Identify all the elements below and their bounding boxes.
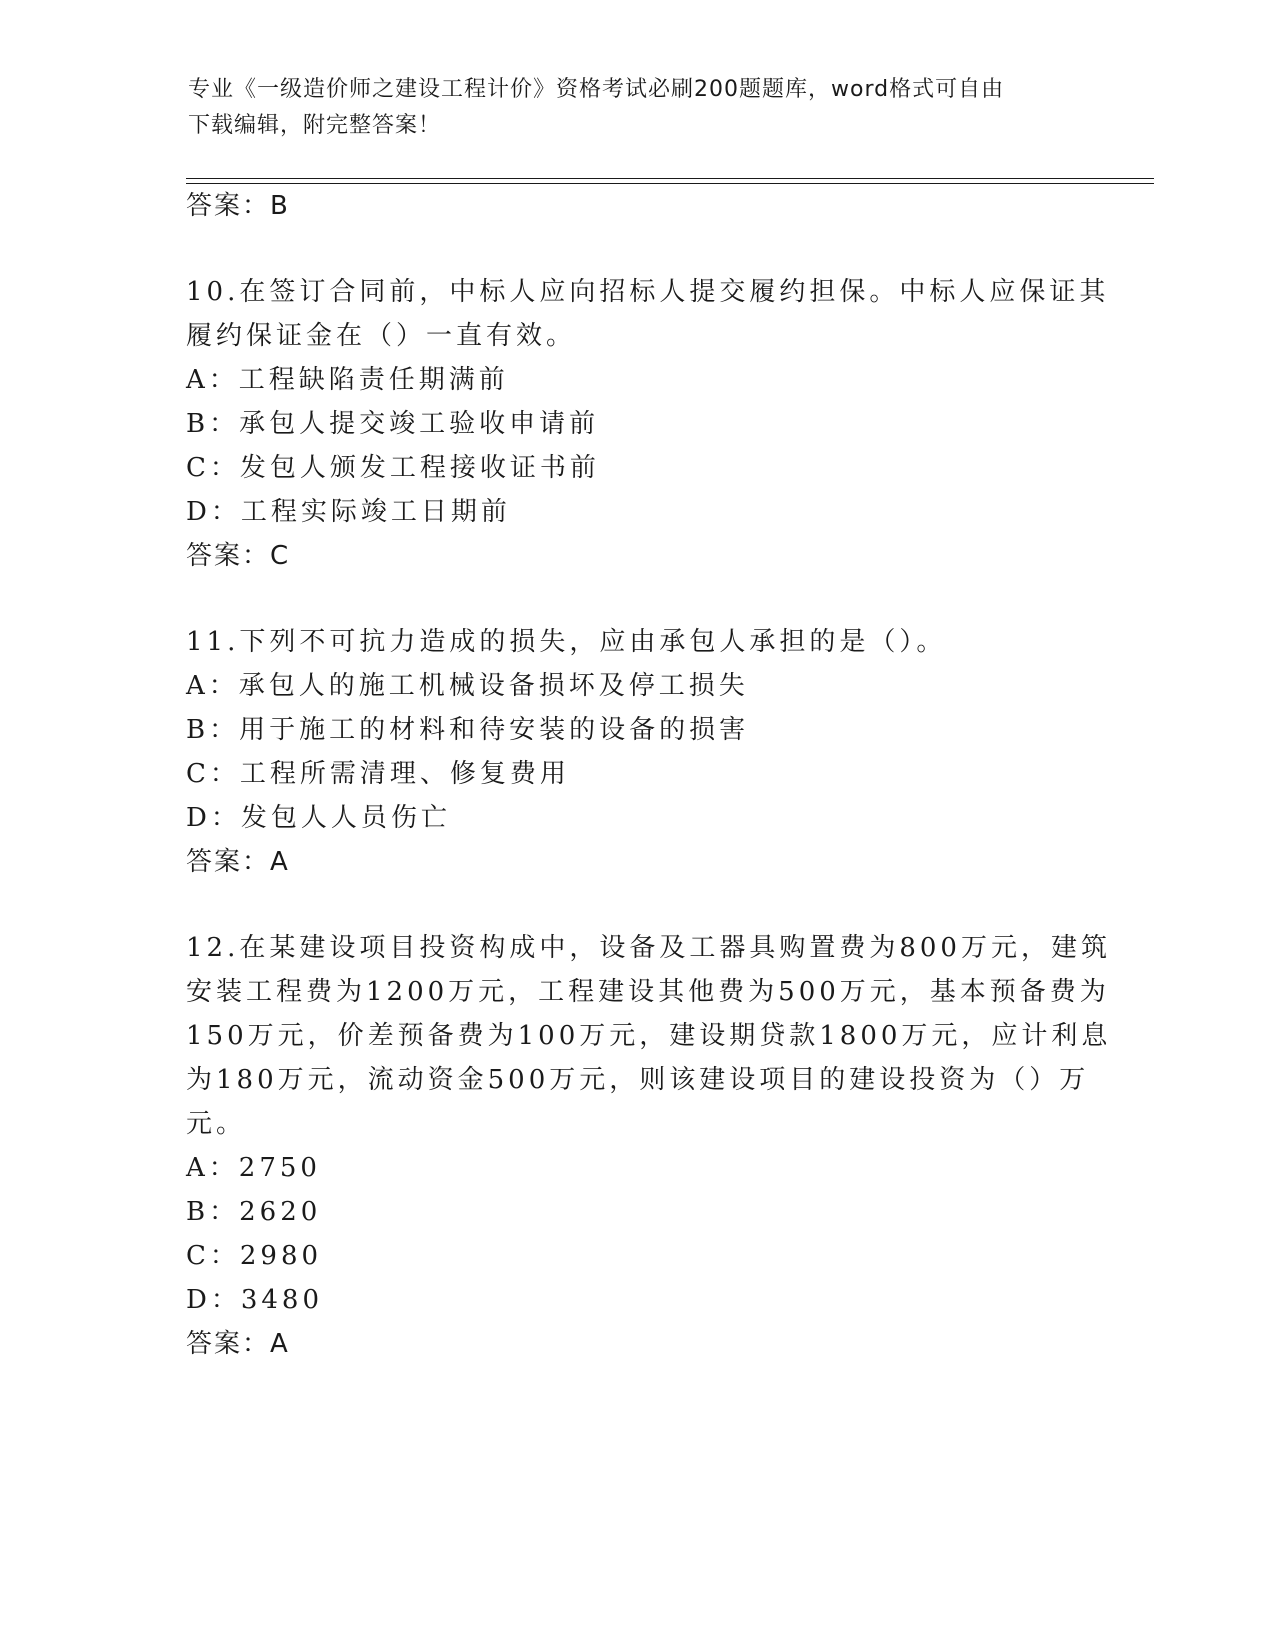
header-line-2: 下载编辑，附完整答案！ <box>188 113 442 138</box>
header-divider-top <box>186 178 1154 179</box>
answer-q9: 答案：B <box>186 191 290 221</box>
question-11-stem-line-1: 11.下列不可抗力造成的损失，应由承包人承担的是（）。 <box>186 627 947 657</box>
question-11-option-c: C：工程所需清理、修复费用 <box>186 759 570 789</box>
question-12-option-d: D：3480 <box>186 1285 324 1315</box>
question-10-stem-line-1: 10.在签订合同前，中标人应向招标人提交履约担保。中标人应保证其 <box>186 277 1110 307</box>
question-12-stem-line-5: 元。 <box>186 1109 247 1139</box>
question-12-option-c: C：2980 <box>186 1241 323 1271</box>
question-12-stem-line-2: 安装工程费为1200万元，工程建设其他费为500万元，基本预备费为 <box>186 977 1110 1007</box>
question-12-stem-line-4: 为180万元，流动资金500万元，则该建设项目的建设投资为（）万 <box>186 1065 1090 1095</box>
question-10-option-a: A：工程缺陷责任期满前 <box>186 365 509 395</box>
question-11-option-a: A：承包人的施工机械设备损坏及停工损失 <box>186 671 749 701</box>
question-11-option-d: D：发包人人员伤亡 <box>186 803 451 833</box>
answer-q10: 答案：C <box>186 541 291 571</box>
document-header <box>188 72 1088 144</box>
question-12-option-b: B：2620 <box>186 1197 322 1227</box>
header-divider-bottom <box>186 183 1154 184</box>
answer-q11: 答案：A <box>186 847 290 877</box>
header-line-1: 专业《一级造价师之建设工程计价》资格考试必刷200题题库，word格式可自由 <box>188 77 1005 102</box>
question-10-option-b: B：承包人提交竣工验收申请前 <box>186 409 600 439</box>
question-11-option-b: B：用于施工的材料和待安装的设备的损害 <box>186 715 750 745</box>
question-10-option-c: C：发包人颁发工程接收证书前 <box>186 453 600 483</box>
answer-q12: 答案：A <box>186 1329 290 1359</box>
question-12-option-a: A：2750 <box>186 1153 321 1183</box>
question-12-stem-line-1: 12.在某建设项目投资构成中，设备及工器具购置费为800万元，建筑 <box>186 933 1111 963</box>
question-10-stem-line-2: 履约保证金在（）一直有效。 <box>186 321 577 351</box>
question-10-option-d: D：工程实际竣工日期前 <box>186 497 511 527</box>
question-12-stem-line-3: 150万元，价差预备费为100万元，建设期贷款1800万元，应计利息 <box>186 1021 1112 1051</box>
